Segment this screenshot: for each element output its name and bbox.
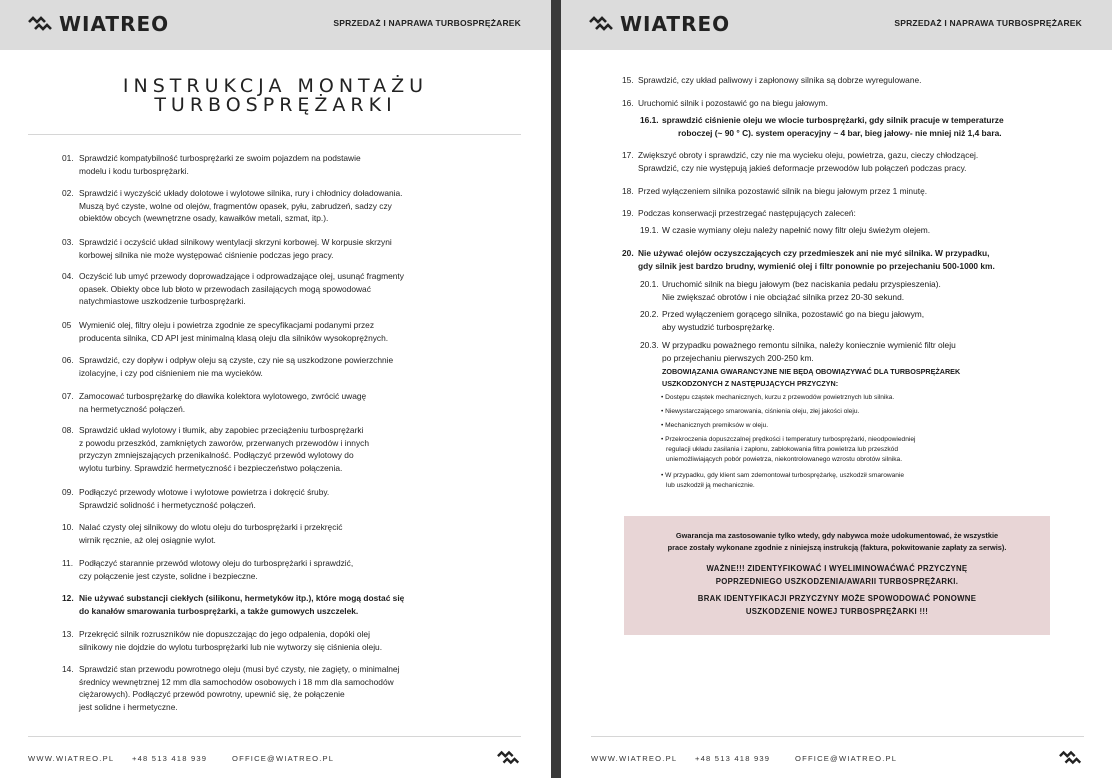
item-number: 08.	[62, 425, 74, 435]
warning-box	[624, 516, 1050, 635]
item-number: 05	[62, 320, 72, 330]
item-number: 11.	[62, 558, 74, 568]
item-text-line: Nie używać substancji ciekłych (silikonu, hermetyków itp.), które mogą dostać się	[79, 593, 405, 603]
item-number: 12.	[62, 593, 74, 603]
brand-name: WIATREO	[59, 12, 170, 36]
item-number: 02.	[62, 188, 74, 198]
wiatreo-wave-icon	[589, 16, 615, 32]
item-text-line: Zwiększyć obroty i sprawdzić, czy nie ma wycieku oleju, powietrza, gazu, cieczy chłodzącej.	[638, 150, 979, 160]
footer-website[interactable]: WWW.WIATREO.PL	[28, 754, 115, 763]
warning-line2: prace zostały wykonane zgodnie z niniejszą instrukcją (faktura, pokwitowanie zapłaty za serwis).	[667, 543, 1007, 552]
item-number: 07.	[62, 391, 74, 401]
subitem-20-3-num: 20.3.	[640, 340, 659, 350]
subitem-20-2-line2: aby wystudzić turbosprężarkę.	[662, 322, 775, 332]
item-text-line: Nalać czysty olej silnikowy do wlotu oleju do turbosprężarki i przekręcić	[79, 522, 343, 532]
item-text-line: Sprawdzić, czy układ paliwowy i zapłonowy silnika są dobrze wyregulowane.	[638, 75, 922, 85]
item-text-line: Uruchomić silnik i pozostawić go na biegu jałowym.	[638, 98, 828, 108]
subitem-16-1-line1: sprawdzić ciśnienie oleju we wlocie turbosprężarki, gdy silnik pracuje w temperaturze	[662, 115, 1004, 125]
item-text-line: przyczyn zmniejszających przenikalność. Podłączyć przewód wylotowy do	[79, 450, 354, 461]
subitem-20-1-num: 20.1.	[640, 279, 659, 289]
warning-line5: BRAK IDENTYFIKACJI PRZYCZYNY MOŻE SPOWODOWAĆ PONOWNE	[697, 594, 977, 603]
item-number: 18.	[622, 186, 634, 196]
footer-website[interactable]: WWW.WIATREO.PL	[591, 754, 678, 763]
item-text-line: obiektów obcych (wewnętrzne osady, kawałków metali, szmat, itp.).	[79, 213, 329, 224]
brand-tagline: SPRZEDAŻ I NAPRAWA TURBOSPRĘŻAREK	[333, 18, 521, 28]
item-number: 09.	[62, 487, 74, 497]
wiatreo-wave-icon	[1059, 750, 1083, 766]
item-text-line: Sprawdzić stan przewodu powrotnego oleju (musi być czysty, nie zagięty, o minimalnej	[79, 664, 400, 674]
item-text-line: Podłączyć przewody wlotowe i wylotowe powietrza i dokręcić śruby.	[79, 487, 330, 497]
item-text-line: Podłączyć starannie przewód wlotowy oleju do turbosprężarki i sprawdzić,	[79, 558, 354, 568]
page-gutter	[551, 0, 561, 778]
item-number: 10.	[62, 522, 74, 532]
page-title-line1: INSTRUKCJA MONTAŻU	[122, 75, 429, 97]
item-text-line: z powodu przeszkód, zamkniętych zaworów, przerwanych przewodów i innych	[79, 437, 369, 448]
subitem-20-2-num: 20.2.	[640, 309, 659, 319]
item-number: 16.	[622, 98, 634, 108]
subitem-19-1-line1: W czasie wymiany oleju należy napełnić nowy filtr oleju świeżym olejem.	[662, 225, 931, 235]
item-text-line: Sprawdzić, czy dopływ i odpływ oleju są czyste, czy nie są uszkodzone powierzchnie	[79, 355, 394, 365]
item-text-line: średnicy wewnętrznej 12 mm dla samochodów osobowych i 18 mm dla samochodów	[79, 676, 394, 687]
warranty-heading-line1: ZOBOWIĄZANIA GWARANCYJNE NIE BĘDĄ OBOWIĄZYWAĆ DLA TURBOSPRĘŻAREK	[662, 367, 961, 376]
item-text-line: Sprawdzić kompatybilność turbosprężarki ze swoim pojazdem na podstawie	[79, 153, 361, 163]
wiatreo-wave-icon	[28, 16, 54, 32]
item-text-line: do kanałów smarowania turbosprężarki, a także gumowych uszczelek.	[79, 605, 359, 616]
item-number: 19.	[622, 208, 634, 218]
item-text-line: wirnik ręcznie, aż olej osiągnie wylot.	[79, 534, 216, 545]
item-text-line: Podczas konserwacji przestrzegać następujących zaleceń:	[638, 208, 856, 218]
footer-email[interactable]: OFFICE@WIATREO.PL	[795, 754, 898, 763]
item-text-line: Sprawdzić solidność i hermetyczność połączeń.	[79, 499, 256, 510]
page-title-line2: TURBOSPRĘŻARKI	[154, 94, 397, 116]
item-text-line: Sprawdzić i oczyścić układ silnikowy wentylacji skrzyni korbowej. W korpusie skrzyni	[79, 237, 392, 247]
warning-line3: WAŻNE!!! ZIDENTYFIKOWAĆ I WYELIMINOWAĆWAĆ PRZYCZYNĘ	[706, 564, 968, 573]
exclusion-bullet-line: • Dostępu cząstek mechanicznych, kurzu z przewodów powietrznych lub silnika.	[661, 394, 895, 401]
item-text-line: czy połączenie jest czyste, solidne i bezpieczne.	[79, 570, 258, 581]
item-number: 17.	[622, 150, 634, 160]
item-text-line: producenta silnika, CD API jest minimalną klasą oleju dla silników wysokoprężnych.	[79, 332, 389, 343]
item-text-line: silnikowy nie dojdzie do wylotu turbosprężarki lub nie wytworzy się ciśnienia oleju.	[79, 641, 383, 652]
item-text-line: natychmiastowe uszkodzenie turbosprężarki.	[79, 296, 246, 307]
warning-line6: USZKODZENIE NOWEJ TURBOSPRĘŻARKI !!!	[745, 607, 929, 616]
divider	[28, 134, 521, 135]
item-text-line: Sprawdzić układ wylotowy i tłumik, aby zapobiec przeciążeniu turbosprężarki	[79, 425, 364, 435]
exclusion-bullet-line: • W przypadku, gdy klient sam zdemontował turbosprężarkę, uszkodził smarowanie	[661, 472, 905, 479]
item-text-line: modelu i kodu turbosprężarki.	[79, 165, 189, 176]
footer-phone[interactable]: +48 513 418 939	[695, 754, 771, 763]
item-number: 20.	[622, 248, 634, 258]
page-header	[561, 0, 1112, 50]
wiatreo-wave-icon	[497, 750, 521, 766]
exclusion-bullet-line: • Przekroczenia dopuszczalnej prędkości i temperatury turbosprężarki, nieodpowiedniej	[661, 436, 916, 443]
subitem-20-3-line1: W przypadku poważnego remontu silnika, należy koniecznie wymienić filtr oleju	[662, 340, 956, 350]
subitem-20-1-line2: Nie zwiększać obrotów i nie obciążać silnika przez 20-30 sekund.	[662, 292, 905, 302]
subitem-16-1-num: 16.1.	[640, 115, 659, 125]
footer-email[interactable]: OFFICE@WIATREO.PL	[232, 754, 335, 763]
item-number: 15.	[622, 75, 634, 85]
footer-divider	[28, 736, 521, 737]
warranty-heading-line2: USZKODZONYCH Z NASTĘPUJĄCYCH PRZYCZYN:	[662, 379, 839, 388]
item-number: 04.	[62, 271, 74, 281]
subitem-20-2-line1: Przed wyłączeniem gorącego silnika, pozostawić go na biegu jałowym,	[662, 309, 925, 319]
brand-logo[interactable]	[28, 13, 169, 35]
page-header	[0, 0, 551, 50]
page-1	[0, 0, 551, 778]
warning-line1: Gwarancja ma zastosowanie tylko wtedy, gdy nabywca może udokumentować, że wszystkie	[675, 531, 999, 540]
item-number: 13.	[62, 629, 74, 639]
item-number: 03.	[62, 237, 74, 247]
item-text-line: na hermetyczność połączeń.	[79, 403, 186, 414]
item-text-line: gdy silnik jest bardzo brudny, wymienić olej i filtr ponownie po przejechaniu 500-1000 km.	[638, 260, 995, 271]
exclusion-bullet-line: • Niewystarczającego smarowania, ciśnienia oleju, złej jakości oleju.	[661, 408, 860, 415]
item-text-line: Sprawdzić i wyczyścić układy dolotowe i wylotowe silnika, rury i chłodnicy doładowania.	[79, 188, 403, 198]
item-text-line: wylotu turbiny. Sprawdzić hermetyczność i bezpieczeństwo połączenia.	[79, 462, 343, 473]
item-number: 14.	[62, 664, 74, 674]
footer-divider	[591, 736, 1084, 737]
item-text-line: ciężarowych). Podłączyć przewód powrotny, upewnić się, że połączenie	[79, 689, 345, 700]
item-text-line: opasek. Obiekty obce lub błoto w przewodach zasilających mogą spowodować	[79, 283, 371, 294]
item-text-line: Przed wyłączeniem silnika pozostawić silnik na biegu jałowym przez 1 minutę.	[638, 186, 928, 196]
subitem-19-1-num: 19.1.	[640, 225, 659, 235]
exclusion-bullet-line: uniemożliwiających pobór powietrza, niekontrolowanego wzrostu obrotów silnika.	[666, 456, 903, 463]
brand-logo[interactable]	[589, 13, 730, 35]
subitem-16-1-line2: roboczej (~ 90 ° C). system operacyjny ~ 4 bar, bieg jałowy- nie mniej niż 1,4 bara.	[678, 128, 1002, 138]
item-text-line: Zamocować turbosprężarkę do dławika kolektora wylotowego, zwrócić uwagę	[79, 391, 367, 401]
item-number: 06.	[62, 355, 74, 365]
item-text-line: korbowej silnika nie może występować ciśnienie podczas jego pracy.	[79, 249, 334, 260]
item-text-line: Wymienić olej, filtry oleju i powietrza zgodnie ze specyfikacjami podanymi przez	[79, 320, 375, 330]
item-text-line: Nie używać olejów oczyszczających czy przedmieszek ani nie myć silnika. W przypadku,	[638, 248, 990, 258]
subitem-20-1-line1: Uruchomić silnik na biegu jałowym (bez naciskania pedału przyspieszenia).	[662, 279, 941, 289]
exclusion-bullet-line: lub uszkodził ją mechanicznie.	[666, 482, 755, 489]
item-text-line: jest solidne i hermetyczne.	[79, 701, 178, 712]
subitem-20-3-line2: po przejechaniu pierwszych 200-250 km.	[662, 353, 814, 363]
item-text-line: izolacyjne, i czy pod ciśnieniem nie ma wycieków.	[79, 367, 263, 378]
footer-phone[interactable]: +48 513 418 939	[132, 754, 208, 763]
exclusion-bullet-line: • Mechanicznych premiksów w oleju.	[661, 422, 769, 429]
item-text-line: Oczyścić lub umyć przewody doprowadzające i odprowadzające olej, usunąć fragmenty	[79, 271, 404, 281]
brand-name: WIATREO	[620, 12, 731, 36]
item-text-line: Przekręcić silnik rozruszników nie dopuszczając do jego odpalenia, dopóki olej	[79, 629, 370, 639]
exclusion-bullet-line: regulacji układu zasilania i zapłonu, zablokowania filtra powietrza lub przeszkód	[666, 446, 899, 453]
item-text-line: Sprawdzić, czy nie występują jakieś deformacje przewodów lub połączeń podczas pracy.	[638, 162, 967, 173]
item-text-line: Muszą być czyste, wolne od olejów, fragmentów opasek, pyłu, zabrudzeń, sadzy czy	[79, 200, 392, 211]
brand-tagline: SPRZEDAŻ I NAPRAWA TURBOSPRĘŻAREK	[894, 18, 1082, 28]
warning-line4: POPRZEDNIEGO USZKODZENIA/AWARII TURBOSPRĘŻARKI.	[715, 577, 959, 586]
item-number: 01.	[62, 153, 74, 163]
